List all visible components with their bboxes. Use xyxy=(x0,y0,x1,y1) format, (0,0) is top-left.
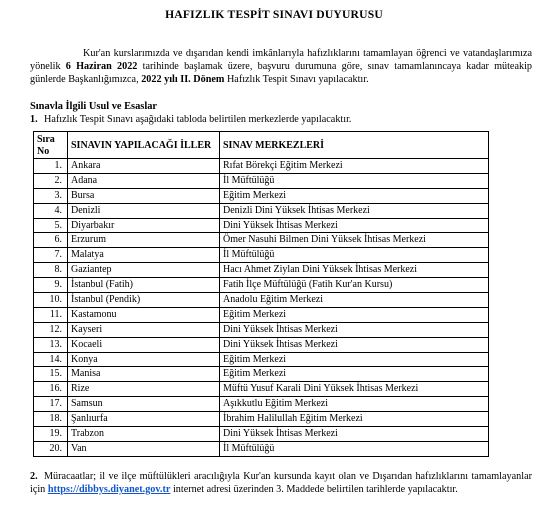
row-number: 19. xyxy=(34,427,68,442)
row-number: 20. xyxy=(34,441,68,456)
row-center: Dini Yüksek İhtisas Merkezi xyxy=(220,337,489,352)
row-province: Van xyxy=(68,441,220,456)
header-center: SINAV MERKEZLERİ xyxy=(220,132,489,159)
list-item-text-1: Müracaatlar; il ve ilçe müftülükleri aracılığıyla Kur'an kursunda kayıt olan ve Dışarıdan hafızlıklarını tamamlayanlar için xyxy=(30,471,532,495)
table-row xyxy=(34,218,489,233)
row-center: Hacı Ahmet Ziylan Dini Yüksek İhtisas Merkezi xyxy=(220,263,489,278)
row-number: 11. xyxy=(34,307,68,322)
table-row xyxy=(34,233,489,248)
row-number: 2. xyxy=(34,173,68,188)
table-row xyxy=(34,397,489,412)
row-province: Manisa xyxy=(68,367,220,382)
row-center: Eğitim Merkezi xyxy=(220,307,489,322)
row-province: İstanbul (Fatih) xyxy=(68,278,220,293)
intro-text-3: Hafızlık Tespit Sınavı yapılacaktır. xyxy=(224,74,369,85)
table-header-row xyxy=(34,132,489,159)
intro-term: 2022 yılı II. Dönem xyxy=(141,74,225,85)
row-number: 6. xyxy=(34,233,68,248)
row-province: Malatya xyxy=(68,248,220,263)
row-center: İbrahim Halilullah Eğitim Merkezi xyxy=(220,412,489,427)
row-center: İl Müftülüğü xyxy=(220,173,489,188)
row-number: 10. xyxy=(34,293,68,308)
intro-paragraph xyxy=(30,47,532,86)
row-center: Fatih İlçe Müftülüğü (Fatih Kur'an Kursu) xyxy=(220,278,489,293)
row-center: Aşıkkutlu Eğitim Merkezi xyxy=(220,397,489,412)
row-province: Kayseri xyxy=(68,322,220,337)
row-number: 9. xyxy=(34,278,68,293)
list-item-text-2: internet adresi üzerinden 3. Maddede belirtilen tarihlerde yapılacaktır. xyxy=(170,484,458,495)
row-number: 4. xyxy=(34,203,68,218)
table-row xyxy=(34,352,489,367)
table-row xyxy=(34,248,489,263)
row-center: Denizli Dini Yüksek İhtisas Merkezi xyxy=(220,203,489,218)
row-province: Kastamonu xyxy=(68,307,220,322)
list-item-number: 1. xyxy=(30,114,38,125)
row-number: 15. xyxy=(34,367,68,382)
row-number: 16. xyxy=(34,382,68,397)
table-row xyxy=(34,367,489,382)
row-center: Dini Yüksek İhtisas Merkezi xyxy=(220,218,489,233)
table-row xyxy=(34,427,489,442)
row-center: İl Müftülüğü xyxy=(220,248,489,263)
row-province: Samsun xyxy=(68,397,220,412)
section-title: Sınavla İlgili Usul ve Esaslar xyxy=(30,101,158,112)
list-item-2 xyxy=(30,470,532,496)
row-province: Erzurum xyxy=(68,233,220,248)
table-row xyxy=(34,337,489,352)
intro-text-2: tarihinde başlamak üzere, başvuru durumuna göre, sınav tamamlanıncaya kadar müteakip günlerde Başkanlığımızca, xyxy=(30,61,532,85)
row-center: İl Müftülüğü xyxy=(220,441,489,456)
row-province: Ankara xyxy=(68,159,220,174)
row-number: 12. xyxy=(34,322,68,337)
table-row xyxy=(34,293,489,308)
row-center: Dini Yüksek İhtisas Merkezi xyxy=(220,322,489,337)
row-center: Müftü Yusuf Karali Dini Yüksek İhtisas Merkezi xyxy=(220,382,489,397)
row-province: Diyarbakır xyxy=(68,218,220,233)
row-province: Kocaeli xyxy=(68,337,220,352)
row-center: Ömer Nasuhi Bilmen Dini Yüksek İhtisas Merkezi xyxy=(220,233,489,248)
row-number: 14. xyxy=(34,352,68,367)
intro-date: 6 Haziran 2022 xyxy=(65,61,138,72)
row-number: 5. xyxy=(34,218,68,233)
row-province: Gaziantep xyxy=(68,263,220,278)
table-row xyxy=(34,322,489,337)
page-title: HAFIZLIK TESPİT SINAVI DUYURUSU xyxy=(165,8,383,21)
table-row xyxy=(34,173,489,188)
row-number: 18. xyxy=(34,412,68,427)
table-row xyxy=(34,412,489,427)
row-province: Şanlıurfa xyxy=(68,412,220,427)
header-province: SINAVIN YAPILACAĞI İLLER xyxy=(68,132,220,159)
row-number: 7. xyxy=(34,248,68,263)
list-item-1 xyxy=(30,114,351,126)
row-number: 3. xyxy=(34,188,68,203)
row-center: Eğitim Merkezi xyxy=(220,352,489,367)
row-center: Dini Yüksek İhtisas Merkezi xyxy=(220,427,489,442)
row-province: Denizli xyxy=(68,203,220,218)
table-row xyxy=(34,263,489,278)
table-row xyxy=(34,159,489,174)
intro-text-1: Kur'an kurslarımızda ve dışarıdan kendi imkânlarıyla hafızlıklarını tamamlayan öğrenci ve vatandaşlarımıza yönelik xyxy=(30,48,532,72)
row-center: Rıfat Börekçi Eğitim Merkezi xyxy=(220,159,489,174)
row-number: 8. xyxy=(34,263,68,278)
row-center: Eğitim Merkezi xyxy=(220,188,489,203)
dibbys-link[interactable]: https://dibbys.diyanet.gov.tr xyxy=(47,484,171,495)
list-item-text: Hafızlık Tespit Sınavı aşağıdaki tabloda belirtilen merkezlerde yapılacaktır. xyxy=(44,114,352,125)
row-number: 1. xyxy=(34,159,68,174)
row-province: Konya xyxy=(68,352,220,367)
exam-centers-table xyxy=(33,131,489,457)
row-province: Rize xyxy=(68,382,220,397)
row-province: Adana xyxy=(68,173,220,188)
table-row xyxy=(34,203,489,218)
header-no: Sıra No xyxy=(34,132,68,159)
row-number: 17. xyxy=(34,397,68,412)
row-province: İstanbul (Pendik) xyxy=(68,293,220,308)
table-row xyxy=(34,278,489,293)
table-row xyxy=(34,307,489,322)
row-center: Anadolu Eğitim Merkezi xyxy=(220,293,489,308)
row-number: 13. xyxy=(34,337,68,352)
row-province: Bursa xyxy=(68,188,220,203)
table-row xyxy=(34,382,489,397)
list-item-number: 2. xyxy=(30,471,38,482)
table-row xyxy=(34,188,489,203)
table-row xyxy=(34,441,489,456)
row-center: Eğitim Merkezi xyxy=(220,367,489,382)
row-province: Trabzon xyxy=(68,427,220,442)
